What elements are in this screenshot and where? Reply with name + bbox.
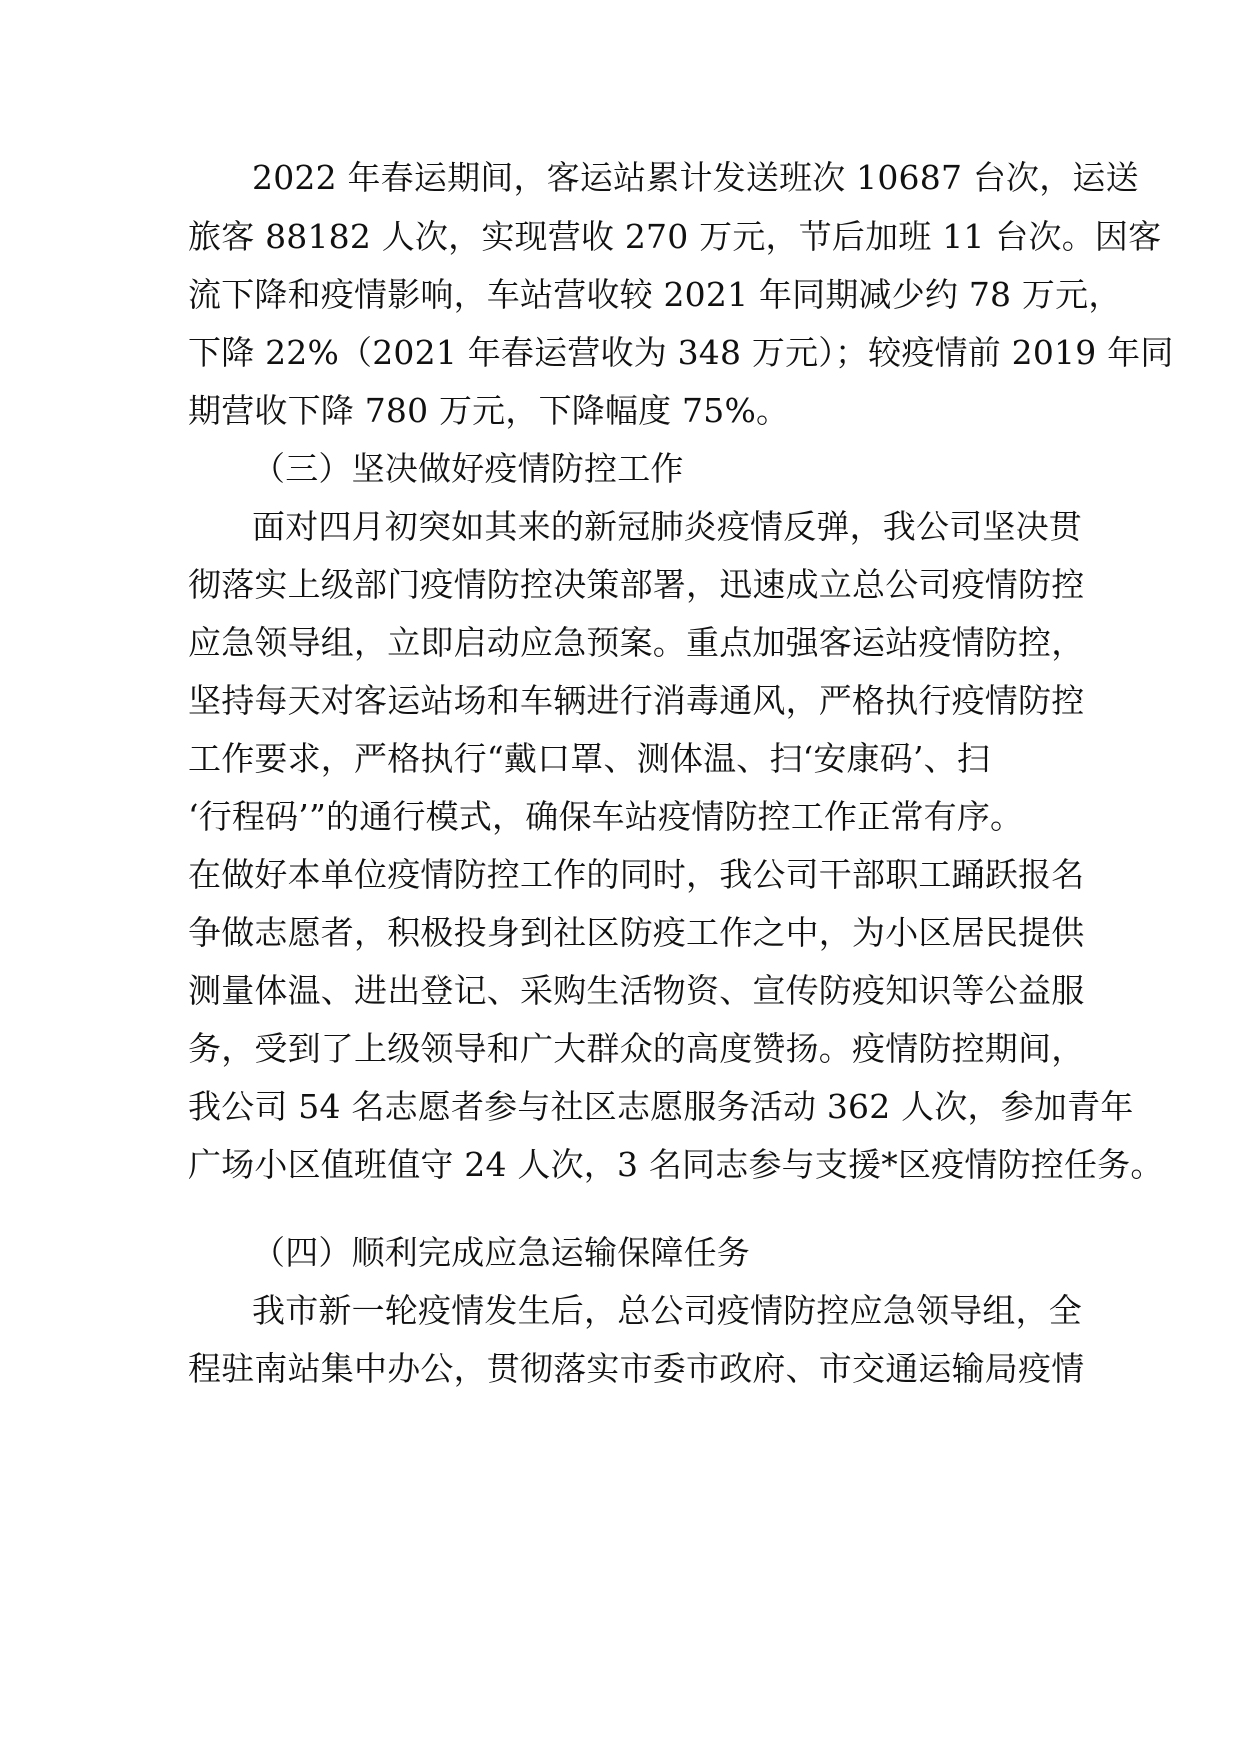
paragraph-2-line-3: 应急领导组，立即启动应急预案。重点加强客运站疫情防控，: [188, 623, 1085, 662]
paragraph-2-line-10: 务，受到了上级领导和广大群众的高度赞扬。疫情防控期间，: [188, 1029, 1085, 1068]
section-heading-4: （四）顺利完成应急运输保障任务: [252, 1233, 750, 1272]
paragraph-1-line-5: 期营收下降 780 万元，下降幅度 75%。: [188, 391, 790, 430]
paragraph-1-line-2: 旅客 88182 人次，实现营收 270 万元，节后加班 11 台次。因客: [188, 217, 1162, 256]
paragraph-2-line-2: 彻落实上级部门疫情防控决策部署，迅速成立总公司疫情防控: [188, 565, 1085, 604]
paragraph-2-line-7: 在做好本单位疫情防控工作的同时，我公司干部职工踊跃报名: [188, 855, 1085, 894]
paragraph-2-line-5: 工作要求，严格执行“戴口罩、测体温、扫‘安康码’、扫: [188, 739, 991, 778]
paragraph-1-line-1: 2022 年春运期间，客运站累计发送班次 10687 台次，运送: [252, 158, 1139, 197]
paragraph-3-line-2: 程驻南站集中办公，贯彻落实市委市政府、市交通运输局疫情: [188, 1349, 1085, 1388]
paragraph-2-line-1: 面对四月初突如其来的新冠肺炎疫情反弹，我公司坚决贯: [252, 507, 1082, 546]
paragraph-1-line-4: 下降 22%（2021 年春运营收为 348 万元）；较疫情前 2019 年同: [188, 333, 1174, 372]
paragraph-2-line-9: 测量体温、进出登记、采购生活物资、宣传防疫知识等公益服: [188, 971, 1085, 1010]
paragraph-2-line-11: 我公司 54 名志愿者参与社区志愿服务活动 362 人次，参加青年: [188, 1087, 1134, 1126]
paragraph-2-line-8: 争做志愿者，积极投身到社区防疫工作之中，为小区居民提供: [188, 913, 1085, 952]
paragraph-3-line-1: 我市新一轮疫情发生后，总公司疫情防控应急领导组，全: [252, 1291, 1082, 1330]
paragraph-2-line-12: 广场小区值班值守 24 人次，3 名同志参与支援*区疫情防控任务。: [188, 1145, 1164, 1184]
paragraph-2-line-6: ‘行程码’”的通行模式，确保车站疫情防控工作正常有序。: [188, 797, 1024, 836]
paragraph-2-line-4: 坚持每天对客运站场和车辆进行消毒通风，严格执行疫情防控: [188, 681, 1085, 720]
paragraph-1-line-3: 流下降和疫情影响，车站营收较 2021 年同期减少约 78 万元，: [188, 275, 1122, 314]
section-heading-3: （三）坚决做好疫情防控工作: [252, 449, 684, 488]
